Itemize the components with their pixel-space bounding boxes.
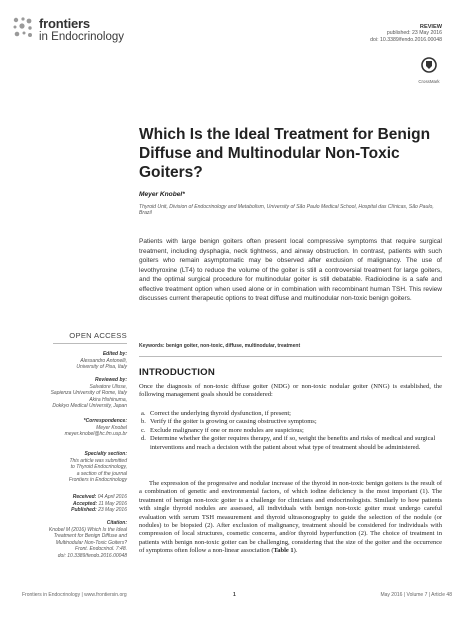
published-date: published: 23 May 2016 [386,30,442,37]
reviewed-by-label: Reviewed by: [95,377,127,383]
citation-line: Front. Endocrinol. 7:48. [75,546,127,552]
reviewer-name: Salvatore Ulisse, [89,383,127,390]
edited-by-block [18,351,127,371]
page-footer [22,592,452,602]
correspondence-email[interactable]: meyer.knobel@hc.fm.usp.br [64,431,127,437]
specialty-line: a section of the journal [76,470,127,477]
list-item [139,435,442,452]
list-marker: a. [141,410,146,417]
citation-label: Citation: [106,520,127,526]
keywords [139,343,442,349]
accepted-value: 11 May 2016 [98,500,127,507]
paragraph-text: The expression of the progressive and nodular increase of the thyroid in non-toxic benign goiters is the result of a combination of genetic and environmental factors, of which iodine deficiency is the most important (1). The treatment of benign non-toxic goiter is a challenge for clinicians and endocrinologists. Similarly to how patients with single thyroid nodules are assessed, all individuals with benign non-toxic goiter must undergo careful evaluation with serum TSH measurement and thyroid ultrasonography to guide the selection of the nodule (or nodules) to be biopsied (2). After exclusion of malignancy, treatment should be considered for individuals with compression of local structures, cosmetic concerns, and/or thyroid hyperfunction (2). The choice of treatment in patients with benign non-toxic goiter can be challenging, considering that the size of the goiter and the occurrence of symptoms often follow a non-linear association ( [139,480,442,555]
abstract: Patients with large benign goiters often present local compressive symptoms that require surgical treatment, including dysphagia, neck tightness, and airway obstruction. In contrast, patients with such goiters who remain asymptomatic may be observed after exclusion of malignancy. The use of levothyroxine (LT4) to reduce the volume of the goiter is still a controversial treatment for large goiters, and the optimal surgical procedure for multinodular goiter is still debatable. Radioiodine is a safe and effective treatment option when used alone or in combination with recombinant human TSH. This review discusses current therapeutic options to treat diffuse and multinodular non-toxic benign goiters. [139,238,442,303]
correspondence-label: *Correspondence: [83,418,127,424]
article-meta [370,24,442,43]
author-affiliation: Thyroid Unit, Division of Endocrinology and Metabolism, University of São Paulo Medical School, Hospital das Clínicas, São Paulo, Brazil [139,204,434,217]
list-item [139,410,442,418]
article-type: REVIEW [419,24,442,30]
published-date-side [18,507,127,514]
management-goals-list [139,410,442,452]
list-item-text: Exclude malignancy if one or more nodules are suspicious; [150,426,304,434]
list-marker: c. [141,426,146,434]
specialty-line: to Thyroid Endocrinology, [70,464,127,470]
received-value: 04 April 2016 [97,494,127,500]
intro-paragraph-1: Once the diagnosis of non-toxic diffuse goiter (NDG) or non-toxic nodular goiter (NNG) is established, the following management goals should be considered: [139,383,442,399]
correspondence-block [18,418,127,438]
editor-affiliation: University of Pisa, Italy [76,364,127,370]
citation-line: Knobel M (2016) Which Is the Ideal [48,526,127,533]
reviewer-affiliation: Sapienza University of Rome, Italy [50,390,127,396]
author-name[interactable]: Meyer Knobel* [139,191,185,198]
list-item-text: Correct the underlying thyroid dysfunction, if present; [150,410,291,417]
citation-block [18,520,127,559]
footer-journal-link[interactable]: Frontiers in Endocrinology | www.frontiersin.org [22,592,127,598]
list-item [139,418,442,426]
reviewer-name: Akira Hishinuma, [89,396,127,403]
accepted-label: Accepted: [72,500,98,507]
crossmark-badge[interactable] [418,57,440,84]
intro-paragraph-2 [139,480,442,556]
published-label: Published: [71,507,97,513]
list-item [139,427,442,435]
crossmark-icon [421,57,437,73]
footer-volume-info: May 2016 | Volume 7 | Article 48 [380,592,452,598]
page-number: 1 [233,592,236,598]
dates-block [18,494,127,514]
keywords-list: benign goiter, non-toxic, diffuse, multinodular, treatment [165,343,301,349]
reviewed-by-block [18,377,127,410]
article-doi[interactable]: doi: 10.3389/fendo.2016.00048 [370,36,442,43]
journal-logo[interactable] [12,14,152,54]
specialty-line: This article was submitted [69,457,127,464]
citation-line: Multinodular Non-Toxic Goiters? [55,539,127,546]
paragraph-text-end: ). [293,547,298,555]
open-access-label: OPEN ACCESS [69,331,127,340]
published-value: 23 May 2016 [98,507,127,513]
specialty-label: Specialty section: [84,451,127,457]
citation-line: Treatment for Benign Diffuse and [53,533,127,539]
list-item-text: Determine whether the goiter requires therapy, and if so, weight the benefits and risks of medical and surgical interventions and reach a decision with the patient about what type of treatment should be administered. [150,435,436,451]
reviewer-affiliation: Dokkyo Medical University, Japan [52,403,127,409]
keywords-label: Keywords: [139,343,165,349]
list-item-text: Verify if the goiter is growing or causing obstructive symptoms; [150,418,317,426]
correspondence-name: Meyer Knobel [96,424,127,431]
brand-name: frontiers [39,16,90,31]
journal-name: in Endocrinology [39,31,125,43]
crossmark-label: CrossMark [418,79,440,84]
divider [139,356,442,357]
list-marker: b. [141,418,146,426]
edited-by-label: Edited by: [102,351,127,357]
list-marker: d. [141,435,146,443]
article-title: Which Is the Ideal Treatment for Benign Diffuse and Multinodular Non-Toxic Goiters? [139,126,431,181]
frontiers-logo-icon [12,16,34,38]
citation-doi[interactable]: doi: 10.3389/fendo.2016.00048 [57,552,127,559]
received-label: Received: [72,494,97,500]
section-heading: INTRODUCTION [139,367,215,378]
specialty-block [18,451,127,484]
table-reference-link[interactable]: Table 1 [273,547,294,555]
divider [53,343,127,344]
editor-name: Alessandro Antonelli, [80,357,127,364]
specialty-line: Frontiers in Endocrinology [68,477,127,483]
